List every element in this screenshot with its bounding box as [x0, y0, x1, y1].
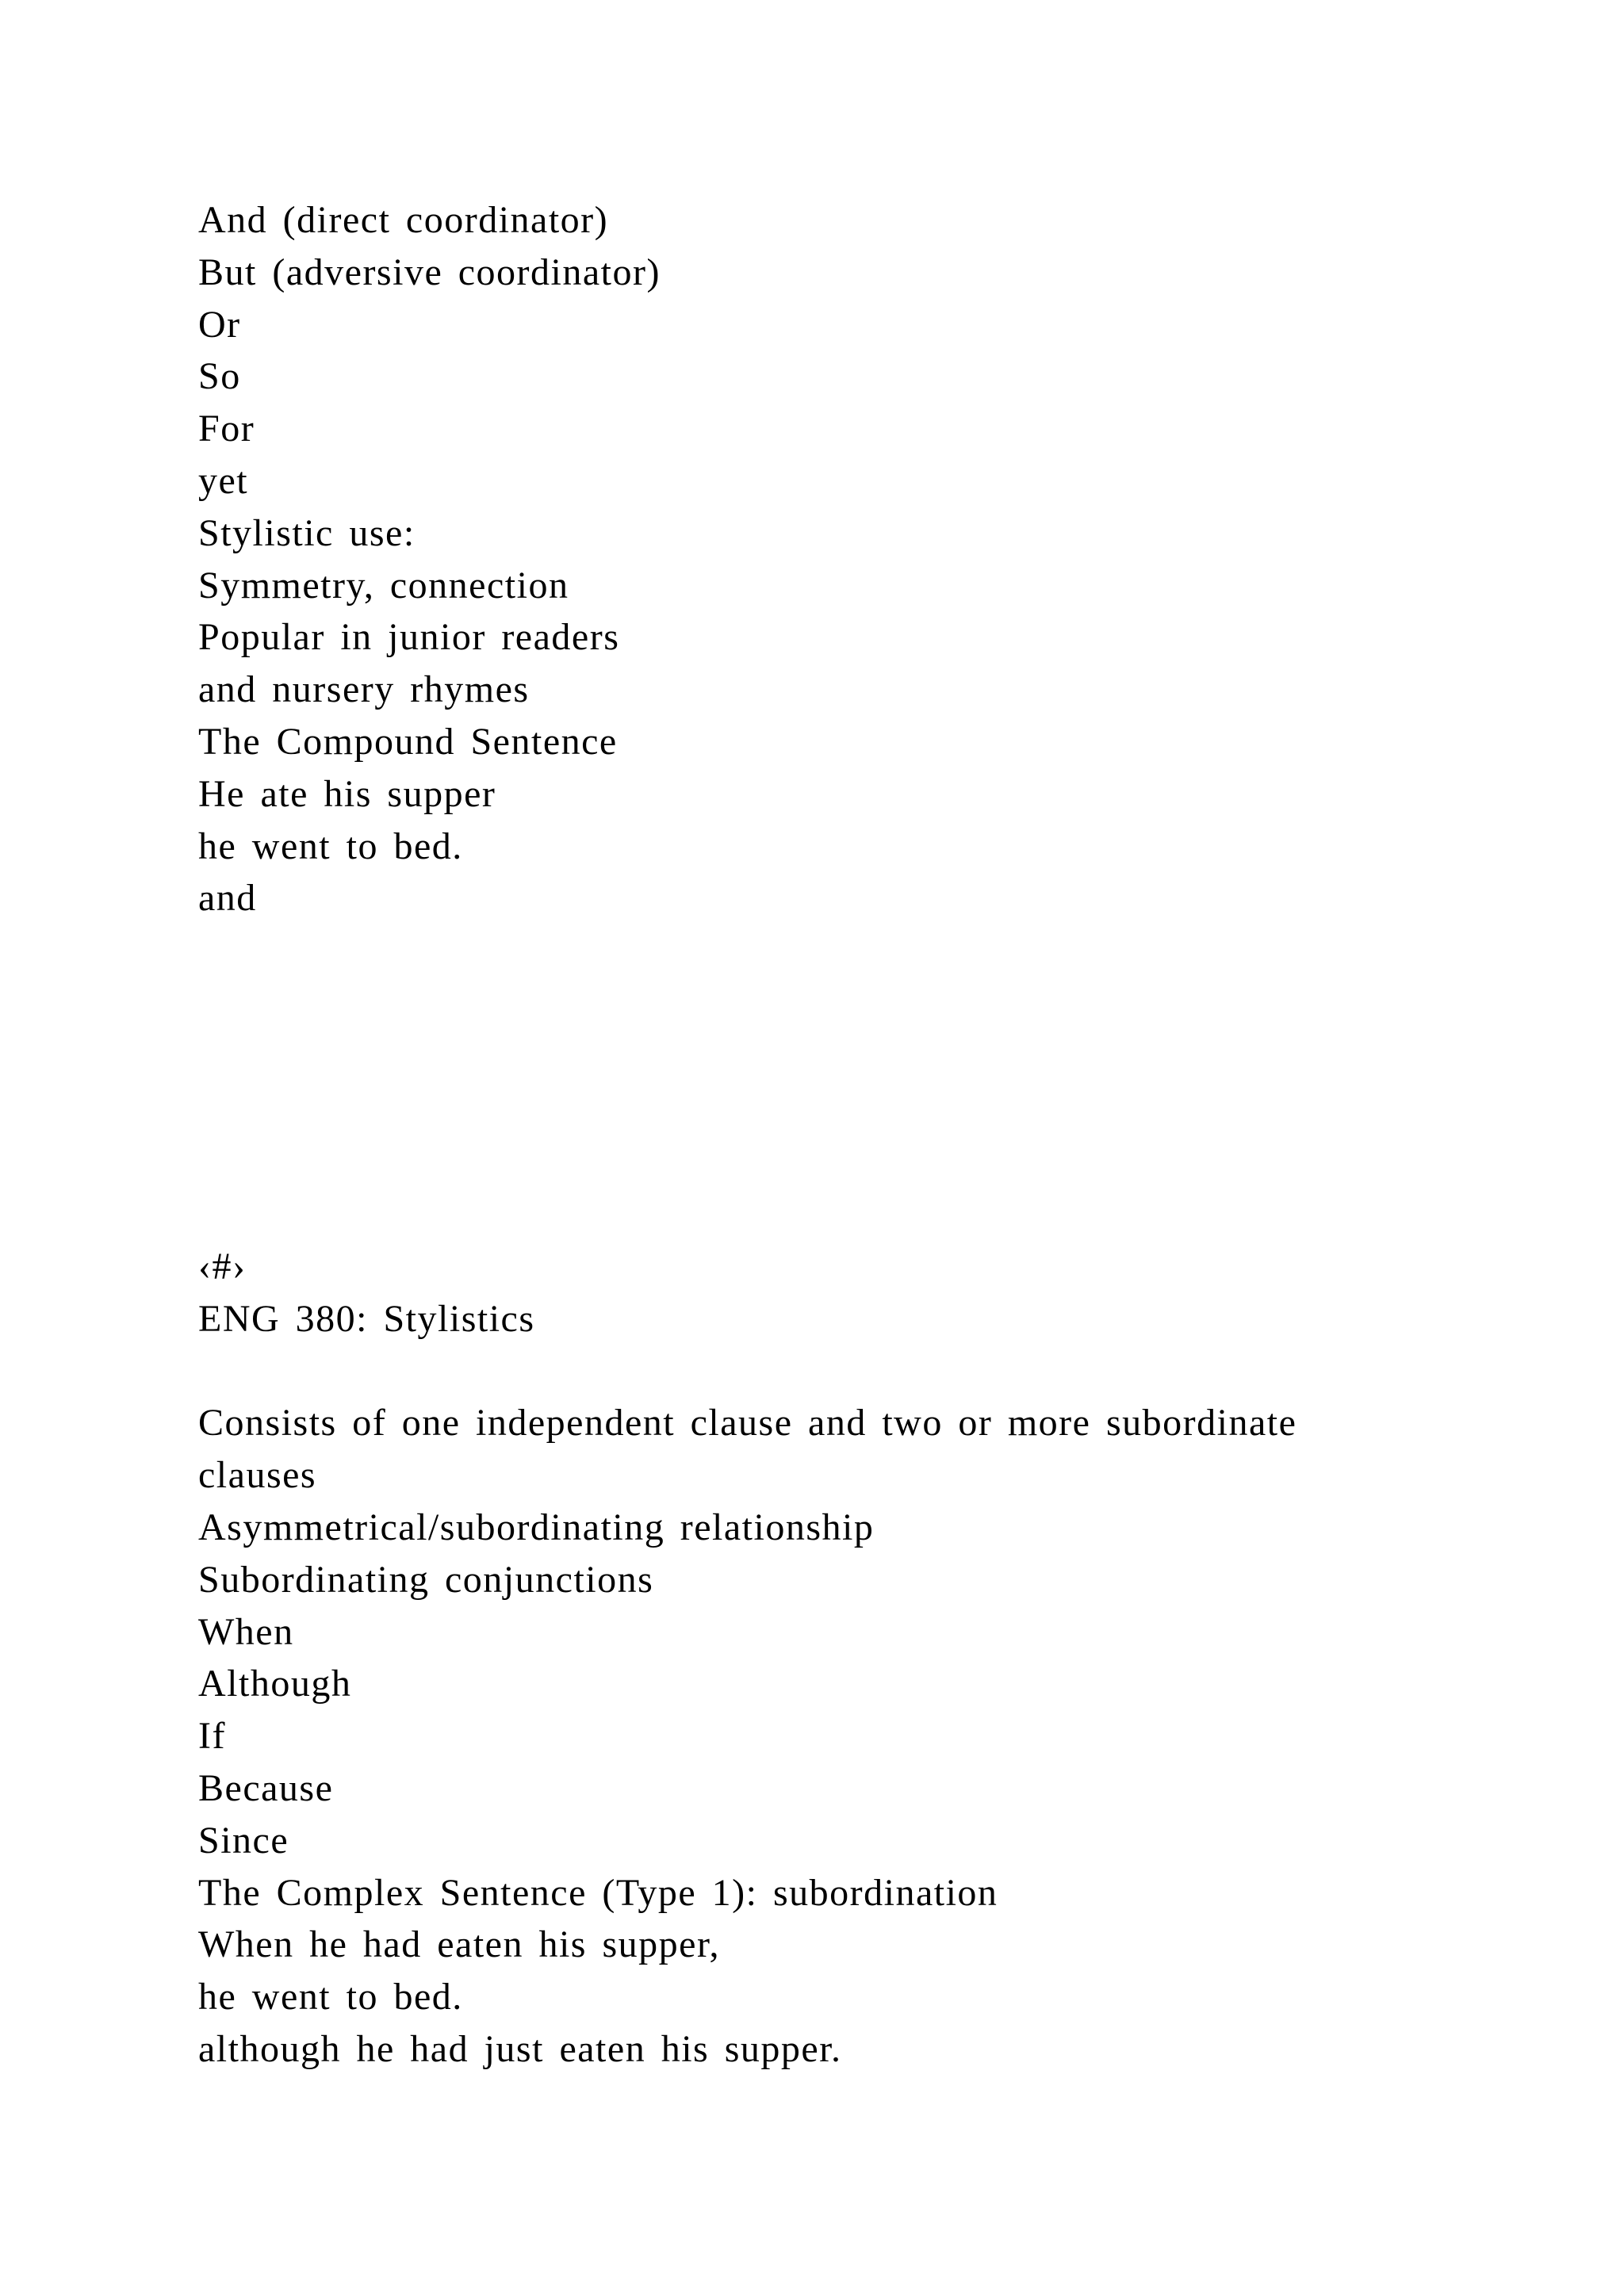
text-block-compound-sentence [198, 194, 661, 924]
text-line: and nursery rhymes [198, 668, 530, 711]
blank-line [198, 1345, 1297, 1398]
text-line: When [198, 1610, 294, 1653]
text-line: although he had just eaten his supper. [198, 2027, 842, 2070]
text-line: Consists of one independent clause and two or more subordinate [198, 1402, 1297, 1445]
text-line: Since [198, 1819, 289, 1862]
text-line: He ate his supper [198, 772, 496, 815]
text-line: Or [198, 303, 241, 346]
text-line: yet [198, 459, 249, 502]
slide-number: ‹#› [198, 1246, 247, 1288]
text-line: he went to bed. [198, 1976, 463, 2019]
text-line: Asymmetrical/subordinating relationship [198, 1506, 875, 1548]
text-line: Popular in junior readers [198, 616, 620, 659]
text-line: Although [198, 1663, 352, 1705]
text-line: If [198, 1715, 226, 1758]
text-line: Because [198, 1766, 334, 1809]
text-line: clauses [198, 1454, 317, 1497]
text-line: and [198, 877, 257, 920]
text-line: When he had eaten his supper, [198, 1923, 721, 1966]
text-line: But (adversive coordinator) [198, 251, 661, 293]
text-line: he went to bed. [198, 825, 463, 867]
text-block-complex-sentence [198, 1241, 1297, 2076]
section-heading: The Compound Sentence [198, 720, 618, 763]
text-line: Stylistic use: [198, 511, 416, 554]
section-heading: The Complex Sentence (Type 1): subordination [198, 1871, 998, 1914]
text-line: Subordinating conjunctions [198, 1558, 654, 1601]
text-line: For [198, 408, 255, 450]
text-line: And (direct coordinator) [198, 199, 609, 241]
course-title: ENG 380: Stylistics [198, 1297, 535, 1340]
text-line: Symmetry, connection [198, 564, 569, 607]
text-line: So [198, 355, 241, 398]
